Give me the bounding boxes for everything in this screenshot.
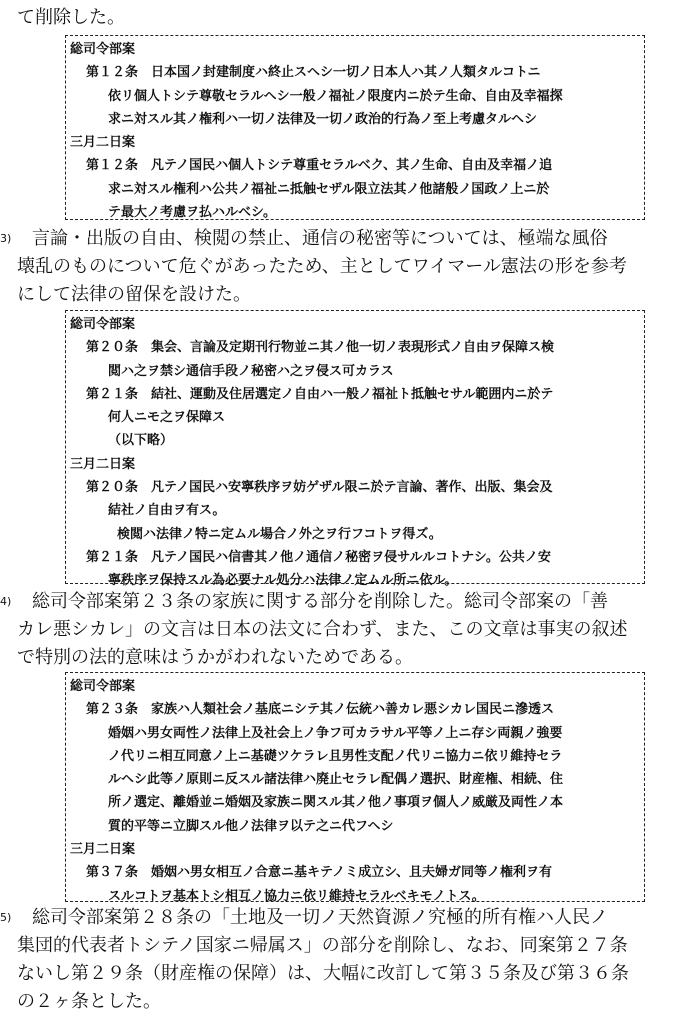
article-text: 第２０条 集会、言論及定期刊行物並ニ其ノ他一切ノ表現形式ノ自由ヲ保障ス検 閲ハ之ヲ禁シ通信手段ノ秘密ハ之ヲ侵ス可カラス bbox=[86, 340, 555, 379]
paragraph-number: 4) bbox=[0, 595, 12, 608]
comparison-box-article-23 bbox=[65, 672, 645, 902]
box-label-march-2-draft: 三月二日案 bbox=[70, 135, 136, 151]
box-label-ghq-draft: 総司令部案 bbox=[70, 679, 136, 694]
paragraph-5: 5) 総司令部案第２８条の「土地及一切ノ天然資源ノ究極的所有権ハ人民ノ 集団的代表者トシテノ国家ニ帰属ス」の部分を削除し、なお、同案第２７条 ないし第２９条（財産権の保障）は、大幅に改訂して第３５条及び第３６条 の２ヶ条とした。 bbox=[0, 904, 665, 1016]
box-label-march-2-draft: 三月二日案 bbox=[70, 842, 136, 858]
paragraph-4: 4) 総司令部案第２３条の家族に関する部分を削除した。総司令部案の「善 カレ悪シカレ」の文言は日本の法文に合わず、また、この文章は事実の叙述 で特別の法的意味はうかがわれないためである。 bbox=[0, 588, 665, 672]
article-text: 第１２条 凡テノ国民ハ個人トシテ尊重セラルベク、其ノ生命、自由及幸福ノ追 求ニ対スル権利ハ公共ノ福祉ニ抵触セザル限立法其ノ他諸般ノ国政ノ上ニ於 テ最大ノ考慮ヲ払ハルベシ。 bbox=[86, 158, 553, 221]
comparison-box-articles-20-21 bbox=[65, 310, 645, 589]
box-label-ghq-draft: 総司令部案 bbox=[70, 42, 136, 57]
article-text: 第２１条 結社、運動及住居選定ノ自由ハ一般ノ福祉ト抵触セサル範囲内ニ於テ 何人ニモ之ヲ保障ス bbox=[86, 386, 554, 426]
comparison-box-article-12 bbox=[65, 35, 645, 220]
omitted-note: （以下略） bbox=[108, 433, 174, 449]
article-text: 第２１条 凡テノ国民ハ信書其ノ他ノ通信ノ秘密ヲ侵サルルコトナシ。公共ノ安 寧秩序ヲ保持スル為必要ナル処分ハ法律ノ定ムル所ニ依ル。 bbox=[86, 549, 551, 589]
article-text: 第２０条 凡テノ国民ハ安寧秩序ヲ妨ゲザル限ニ於テ言論、著作、出版、集会及 結社ノ自由ヲ有ス。 bbox=[86, 480, 553, 519]
box-label-march-2-draft: 三月二日案 bbox=[70, 456, 136, 472]
paragraph-number: 3) bbox=[0, 232, 12, 245]
box-label-ghq-draft: 総司令部案 bbox=[70, 317, 136, 332]
article-text: 第２３条 家族ハ人類社会ノ基底ニシテ其ノ伝統ハ善カレ悪シカレ国民ニ滲透ス 婚姻ハ男女両性ノ法律上及社会上ノ争フ可カラサル平等ノ上ニ存シ両親ノ強要 ノ代リニ相互同意ノ上ニ基礎ツケラレ且男性支配ノ代リニ協力ニ依リ維持セラ ルヘシ此等ノ原則ニ反スル諸法律ハ廃止セラレ配偶ノ選択、財産権、相続、住 所ノ選定、離婚並ニ婚姻及家族ニ関スル其ノ他ノ事項ヲ個人ノ威厳及両性ノ本 質的平等ニ立脚スル他ノ法律ヲ以テ之ニ代フヘシ bbox=[86, 702, 564, 834]
paragraph-number: 5) bbox=[0, 911, 12, 924]
article-text: 第１２条 日本国ノ封建制度ハ終止スヘシ一切ノ日本人ハ其ノ人類タルコトニ 依リ個人トシテ尊敬セラルヘシ一般ノ福祉ノ限度内ニ於テ生命、自由及幸福探 求ニ対スル其ノ権利ハ一切ノ法律及一切ノ政治的行為ノ至上考慮タルヘシ bbox=[86, 65, 563, 127]
article-text: 第３７条 婚姻ハ男女相互ノ合意ニ基キテノミ成立シ、且夫婦ガ同等ノ権利ヲ有 スルコトヲ基本トシ相互ノ協力ニ依リ維持セラルベキモノトス。 bbox=[86, 865, 553, 904]
paragraph-3: 3) 言論・出版の自由、検閲の禁止、通信の秘密等については、極端な風俗 壊乱のものについて危ぐがあったため、主としてワイマール憲法の形を参考 にして法律の留保を設けた。 bbox=[0, 225, 665, 309]
top-line: て削除した。 bbox=[17, 7, 125, 28]
article-subtext: 検閲ハ法律ノ特ニ定ムル場合ノ外之ヲ行フコトヲ得ズ。 bbox=[117, 526, 442, 542]
